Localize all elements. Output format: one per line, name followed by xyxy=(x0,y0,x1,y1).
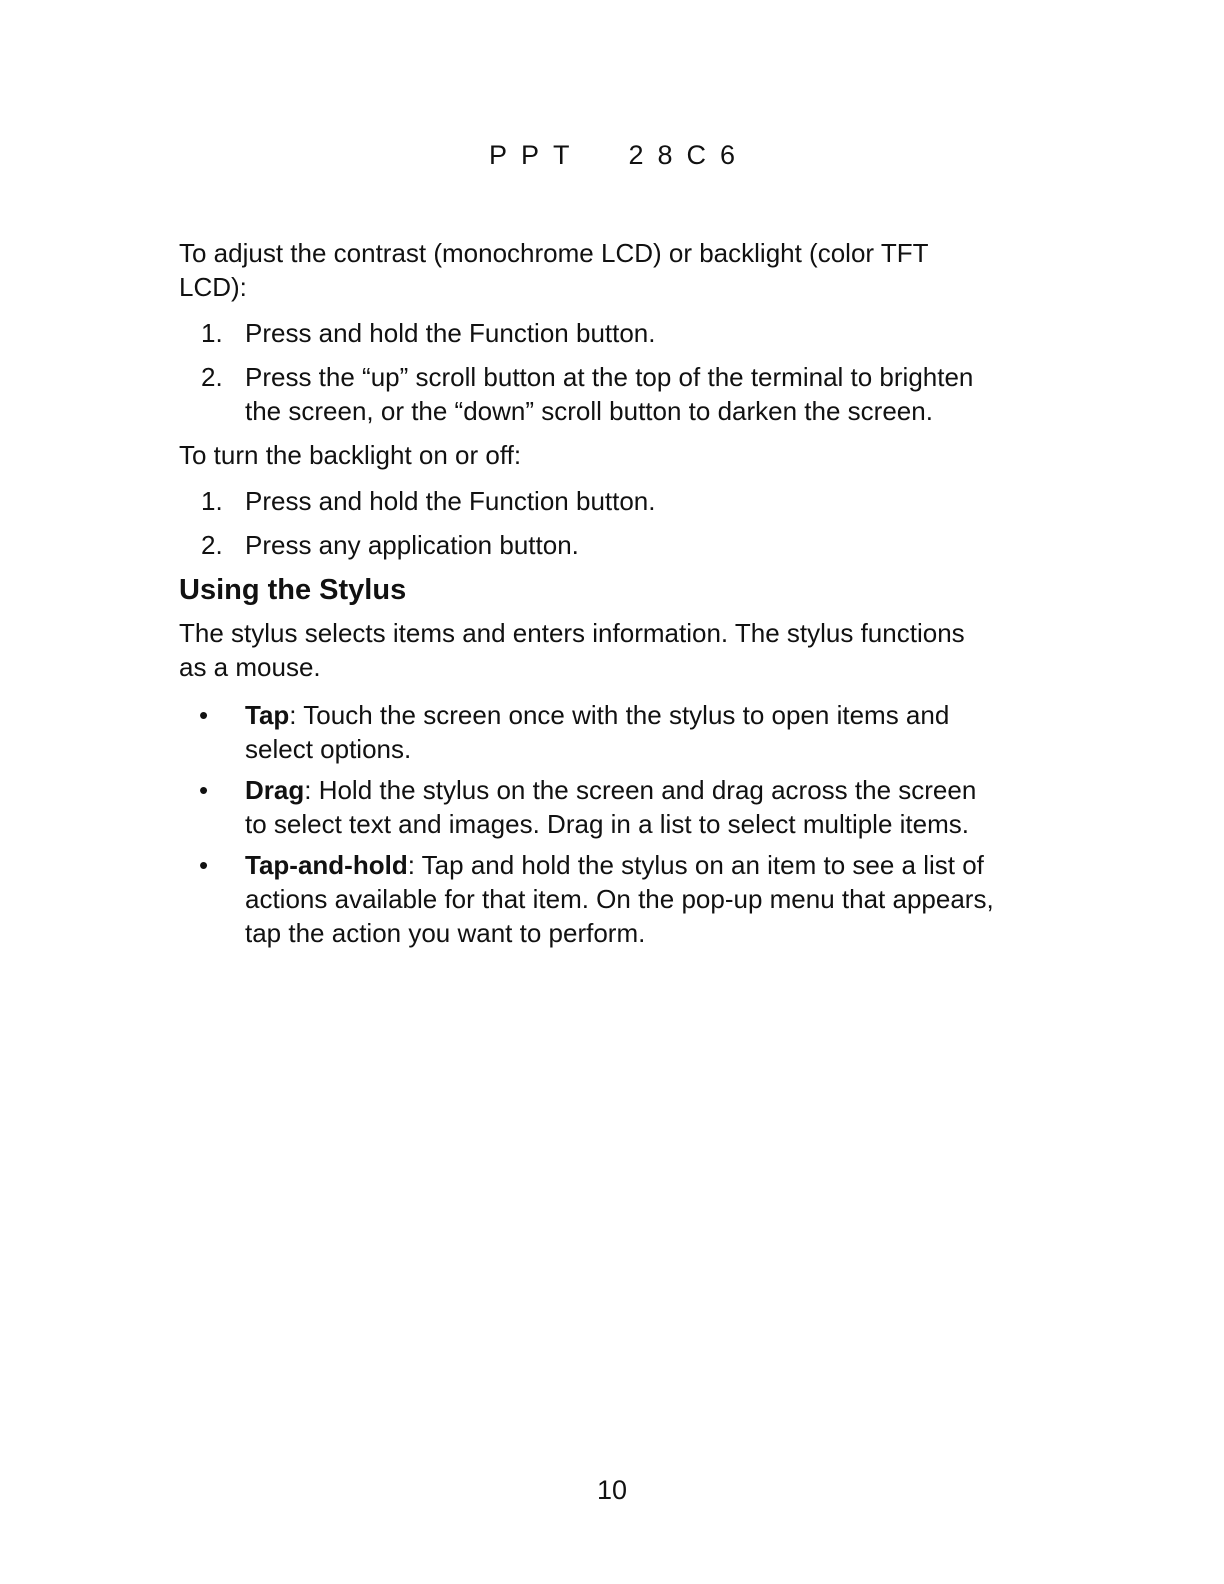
contrast-step xyxy=(179,360,999,428)
section-heading-stylus: Using the Stylus xyxy=(179,574,407,606)
backlight-intro: To turn the backlight on or off: xyxy=(179,440,522,470)
backlight-step xyxy=(179,484,999,518)
step-number: 1. xyxy=(201,318,223,348)
contrast-intro: To adjust the contrast (monochrome LCD) or backlight (color TFT LCD): xyxy=(179,238,928,302)
bullet-icon: • xyxy=(199,700,209,730)
page-header-title: PPT 28C6 xyxy=(488,140,750,170)
bullet-icon: • xyxy=(199,775,209,805)
page-number: 10 xyxy=(596,1475,628,1505)
action-description: : Touch the screen once with the stylus to open items and select options. xyxy=(245,700,950,764)
stylus-intro: The stylus selects items and enters information. The stylus functions as a mouse. xyxy=(179,618,965,682)
step-number: 2. xyxy=(201,362,223,392)
action-description: : Tap and hold the stylus on an item to see a list of actions available for that item. On the pop-up menu that appears, tap the action you want to perform. xyxy=(245,850,994,948)
contrast-step xyxy=(179,316,999,350)
action-term: Tap xyxy=(245,700,290,730)
action-term: Drag xyxy=(245,775,305,805)
stylus-actions-list xyxy=(179,698,999,950)
contrast-steps xyxy=(179,316,999,428)
step-number: 2. xyxy=(201,530,223,560)
list-item xyxy=(179,773,999,841)
action-term: Tap-and-hold xyxy=(245,850,408,880)
step-text: Press any application button. xyxy=(245,530,579,560)
bullet-icon: • xyxy=(199,850,209,880)
step-text: Press the “up” scroll button at the top of the terminal to brighten the screen, or the “down” scroll button to darken the screen. xyxy=(245,362,974,426)
step-text: Press and hold the Function button. xyxy=(245,318,656,348)
backlight-steps xyxy=(179,484,999,562)
action-description: : Hold the stylus on the screen and drag across the screen to select text and images. Drag in a list to select multiple items. xyxy=(245,775,977,839)
step-number: 1. xyxy=(201,486,223,516)
page-body xyxy=(179,236,999,957)
backlight-step xyxy=(179,528,999,562)
list-item xyxy=(179,848,999,950)
list-item xyxy=(179,698,999,766)
step-text: Press and hold the Function button. xyxy=(245,486,656,516)
